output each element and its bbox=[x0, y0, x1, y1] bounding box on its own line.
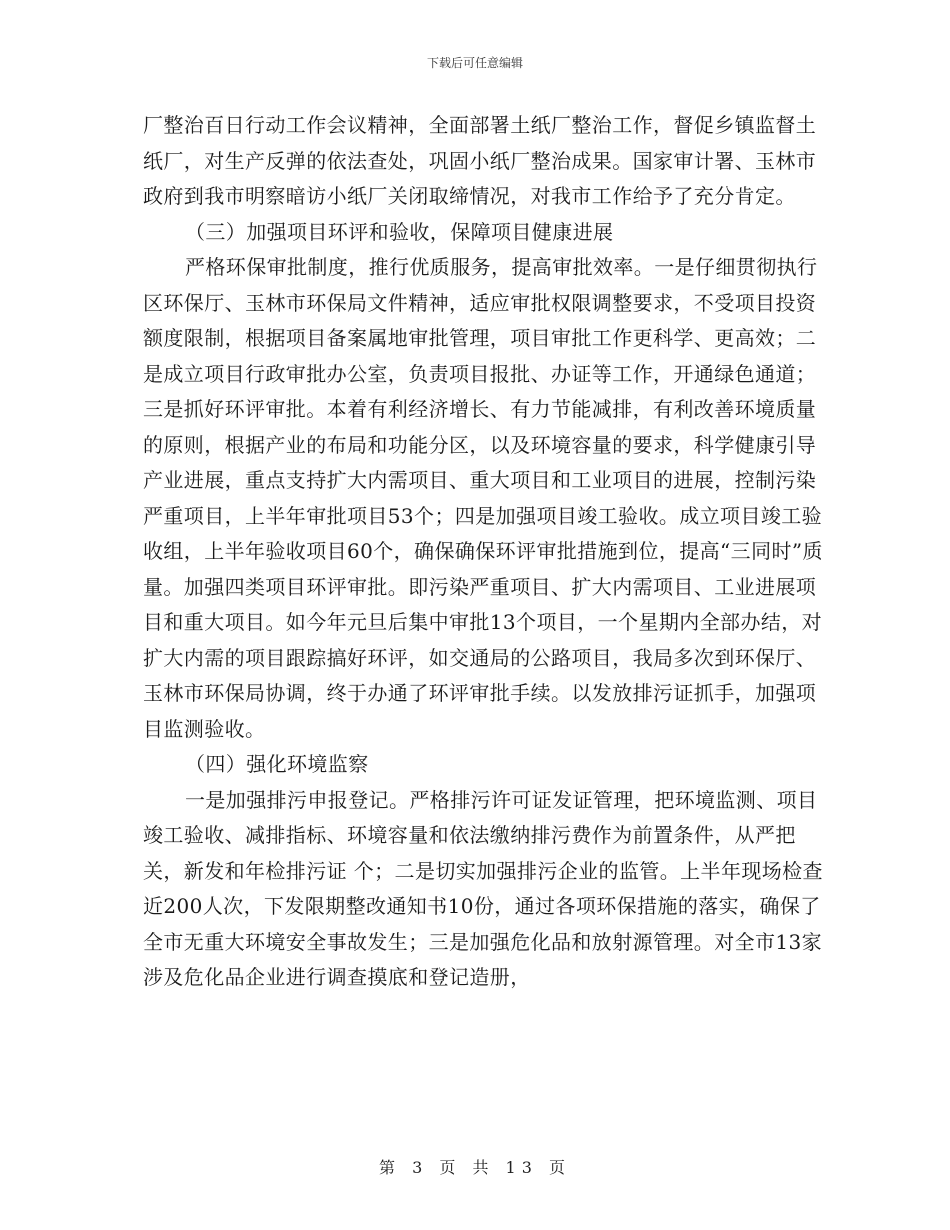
document-body bbox=[143, 108, 823, 996]
page-footer: 第 3 页 共 13 页 bbox=[379, 1158, 571, 1177]
section-heading-3: （三）加强项目环评和验收，保障项目健康进展 bbox=[185, 219, 614, 244]
section-heading-4: （四）强化环境监察 bbox=[185, 752, 369, 776]
paragraph-continuation: 厂整治百日行动工作会议精神，全面部署土纸厂整治工作，督促乡镇监督土纸厂，对生产反弹的依法查处，巩固小纸厂整治成果。国家审计署、玉林市政府到我市明察暗访小纸厂关闭取缔情况，对我市工作给予了充分肯定。 bbox=[143, 113, 817, 208]
paragraph-environment-inspection: 一是加强排污申报登记。严格排污许可证发证管理，把环境监测、项目竣工验收、减排指标、环境容量和依法缴纳排污费作为前置条件，从严把关，新发和年检排污证 个；二是切实加强排污企业的监管。上半年现场检查近200人次，下发限期整改通知书10份，通过各项环保措施的落实，确保了全市无重大环境安全事故发生；三是加强危化品和放射源管理。对全市13家涉及危化品企业进行调查摸底和登记造册， bbox=[143, 787, 823, 989]
page-header: 下载后可任意编辑 bbox=[426, 56, 523, 70]
paragraph-project-approval: 严格环保审批制度，推行优质服务，提高审批效率。一是仔细贯彻执行区环保厅、玉林市环保局文件精神，适应审批权限调整要求，不受项目投资额度限制，根据项目备案属地审批管理，项目审批工作更科学、更高效；二是成立项目行政审批办公室，负责项目报批、办证等工作，开通绿色通道；三是抓好环评审批。本着有利经济增长、有力节能减排，有利改善环境质量的原则，根据产业的布局和功能分区，以及环境容量的要求，科学健康引导产业进展，重点支持扩大内需项目、重大项目和工业项目的进展，控制污染严重项目，上半年审批项目53个；四是加强项目竣工验收。成立项目竣工验收组，上半年验收项目60个，确保确保环评审批措施到位，提高“三同时”质量。加强四类项目环评审批。即污染严重项目、扩大内需项目、工业进展项目和重大项目。如今年元旦后集中审批13个项目，一个星期内全部办结，对扩大内需的项目跟踪搞好环评，如交通局的公路项目，我局多次到环保厅、玉林市环保局协调，终于办通了环评审批手续。以发放排污证抓手，加强项目监测验收。 bbox=[143, 255, 823, 741]
